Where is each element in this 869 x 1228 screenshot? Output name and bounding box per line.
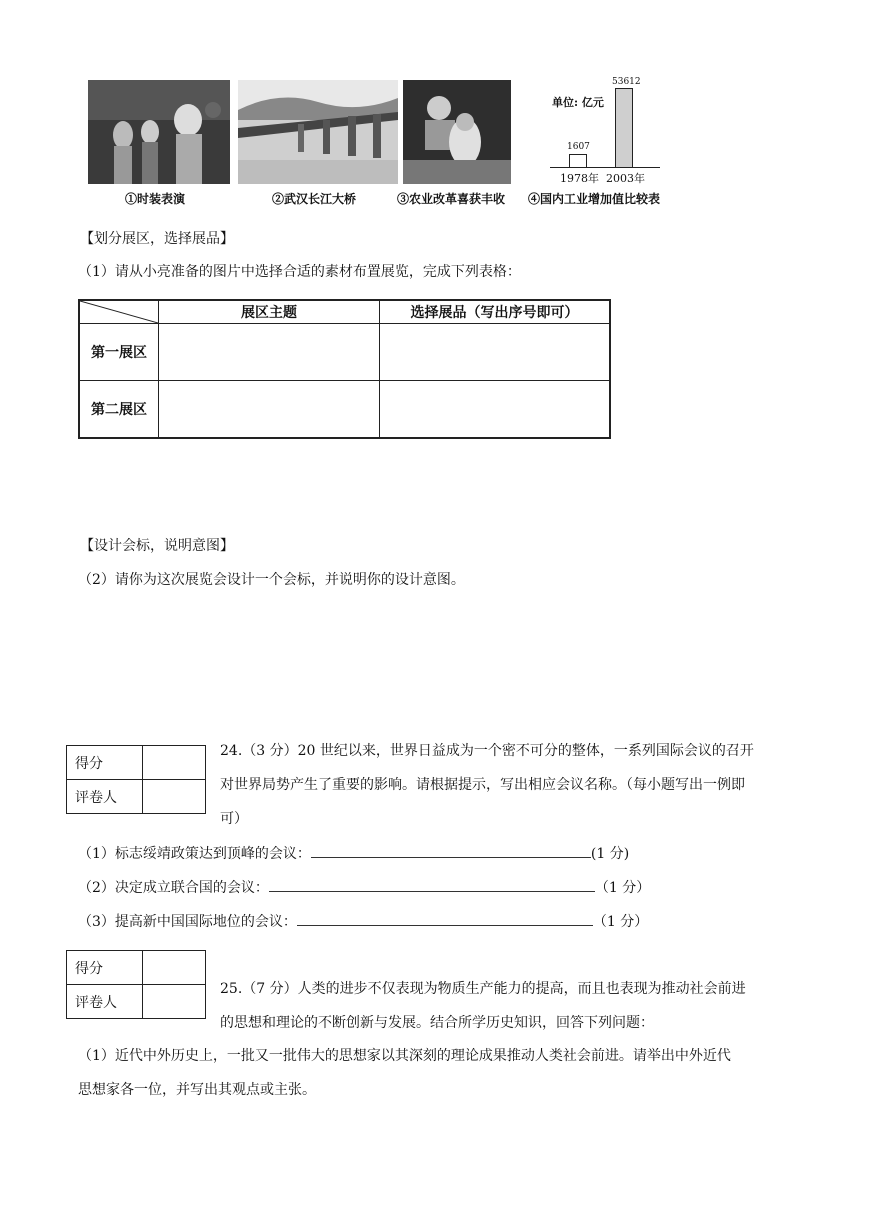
q24-stem <box>220 734 800 836</box>
chart-year-2003: 2003年 <box>606 172 645 185</box>
photo-agricultural-harvest <box>403 80 511 184</box>
caption-3: ③农业改革喜获丰收 <box>397 192 506 206</box>
score-label: 得分 <box>67 746 143 780</box>
grader-label: 评卷人 <box>67 780 143 814</box>
caption-1: ①时装表演 <box>125 192 186 206</box>
q25-sub1-line1: （1）近代中外历史上，一批又一批伟大的思想家以其深刻的理论成果推动人类社会前进。请举出中外近代 <box>78 1048 731 1064</box>
table-header-exhibits: 选择展品（写出序号即可） <box>380 300 611 324</box>
chart-bar-label-1978: 1607 <box>567 142 590 152</box>
score-label: 得分 <box>67 951 143 985</box>
chart-bar-label-2003: 53612 <box>612 77 641 87</box>
q24-item-2-prompt: （2）决定成立联合国的会议： <box>78 880 269 896</box>
table-diagonal-cell <box>79 300 159 324</box>
q25-stem-line1: 25.（7 分）人类的进步不仅表现为物质生产能力的提高，而且也表现为推动社会前进 <box>220 981 746 997</box>
caption-2: ②武汉长江大桥 <box>272 192 357 206</box>
chart-year-1978: 1978年 <box>560 172 599 185</box>
q24-stem-line2: 对世界局势产生了重要的影响。请根据提示，写出相应会议名称。（每小题写出一例即 <box>220 777 745 793</box>
score-box-q25 <box>66 950 206 1019</box>
score-field[interactable] <box>143 746 206 780</box>
section2-question: （2）请你为这次展览会设计一个会标，并说明你的设计意图。 <box>78 572 465 588</box>
q24-stem-line1: 24.（3 分）20 世纪以来，世界日益成为一个密不可分的整体，一系列国际会议的召开 <box>220 743 754 759</box>
photo-fashion-show <box>88 80 230 184</box>
q24-answer-3[interactable] <box>297 911 593 926</box>
q24-item-3-prompt: （3）提高新中国国际地位的会议： <box>78 914 297 930</box>
q25-stem <box>220 972 800 1040</box>
table-row-label-2: 第二展区 <box>79 381 159 439</box>
q24-item-1 <box>78 843 629 864</box>
q24-answer-2[interactable] <box>269 877 595 892</box>
industrial-value-chart <box>540 70 675 185</box>
table-cell-theme-2[interactable] <box>159 381 380 439</box>
q25-stem-line2: 的思想和理论的不断创新与发展。结合所学历史知识，回答下列问题： <box>220 1015 654 1031</box>
section1-heading: 【划分展区，选择展品】 <box>80 231 234 247</box>
score-field[interactable] <box>143 951 206 985</box>
section2-heading: 【设计会标，说明意图】 <box>80 538 234 554</box>
chart-unit-label: 单位: 亿元 <box>552 96 604 109</box>
table-row-label-1: 第一展区 <box>79 324 159 381</box>
q24-item-1-prompt: （1）标志绥靖政策达到顶峰的会议： <box>78 846 311 862</box>
q25-sub1-line2: 思想家各一位，并写出其观点或主张。 <box>78 1082 316 1098</box>
q24-item-1-points: (1 分) <box>590 846 630 862</box>
table-header-theme: 展区主题 <box>159 300 380 324</box>
table-cell-exhibits-2[interactable] <box>380 381 611 439</box>
caption-4: ④国内工业增加值比较表 <box>528 192 661 206</box>
q24-item-3-points: （1 分） <box>592 914 649 930</box>
photo-wuhan-bridge <box>238 80 398 184</box>
chart-baseline <box>550 167 660 168</box>
chart-bar-1978 <box>569 154 587 168</box>
q24-item-2 <box>78 877 650 898</box>
grader-label: 评卷人 <box>67 985 143 1019</box>
grader-field[interactable] <box>143 780 206 814</box>
section1-question: （1）请从小亮准备的图片中选择合适的素材布置展览，完成下列表格： <box>78 264 521 280</box>
q24-item-3 <box>78 911 648 932</box>
score-box-q24 <box>66 745 206 814</box>
exhibit-table <box>78 299 611 439</box>
q24-answer-1[interactable] <box>311 843 591 858</box>
q24-item-2-points: （1 分） <box>594 880 651 896</box>
q24-stem-line3: 可） <box>220 811 248 827</box>
chart-bar-2003 <box>615 88 633 168</box>
table-cell-theme-1[interactable] <box>159 324 380 381</box>
grader-field[interactable] <box>143 985 206 1019</box>
table-cell-exhibits-1[interactable] <box>380 324 611 381</box>
